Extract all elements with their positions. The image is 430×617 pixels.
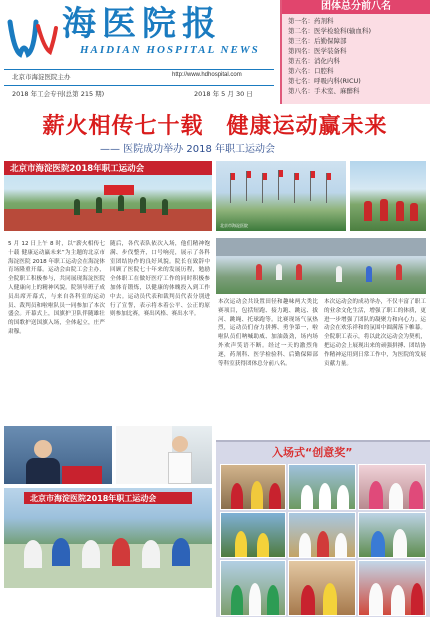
publish-date: 2018 年 5 月 30 日 — [194, 90, 253, 98]
sponsor-line: 北京市海淀医院主办 — [12, 73, 71, 81]
flag — [327, 173, 331, 180]
hospital-logo-icon — [6, 14, 58, 58]
photo-speaker — [4, 426, 112, 484]
masthead-divider — [4, 85, 274, 86]
participant-figure — [267, 585, 279, 616]
banner-text: 北京市海淀医院2018年职工运动会 — [10, 164, 145, 174]
award-photo — [358, 560, 426, 616]
participant-figure — [410, 203, 418, 221]
newspaper-title: 海医院报 — [62, 4, 222, 44]
flag — [263, 173, 267, 180]
participant-figure — [319, 483, 331, 510]
participant-figure — [276, 264, 282, 280]
ranking-item: 第二名：医学检验科(输血科) — [288, 27, 372, 35]
participant-figure — [82, 540, 100, 568]
marcher-figure — [140, 197, 146, 213]
flag — [311, 171, 315, 178]
participant-figure — [296, 264, 302, 280]
photo-red-team — [350, 161, 426, 231]
marcher-figure — [74, 199, 80, 215]
participant-figure — [249, 583, 261, 616]
participant-figure — [323, 583, 337, 616]
participant-figure — [231, 585, 243, 616]
award-photo — [358, 512, 426, 558]
ranking-item: 第四名：医学装备科 — [288, 47, 347, 55]
speaker-head — [34, 440, 52, 458]
participant-figure — [301, 585, 315, 616]
participant-figure — [172, 538, 190, 566]
marcher-figure — [96, 197, 102, 213]
website-link[interactable]: http://www.hdhospital.com — [172, 72, 242, 78]
participant-figure — [142, 540, 160, 568]
participant-figure — [256, 264, 262, 280]
participant-figure — [336, 266, 342, 282]
team-ranking-box — [280, 0, 430, 104]
masthead-divider — [4, 69, 274, 70]
participant-figure — [257, 533, 269, 558]
flag — [279, 170, 283, 177]
ranking-item: 第七名：呼吸内科(RICU) — [288, 77, 361, 85]
podium — [62, 466, 102, 484]
ranking-item: 第五名：消化内科 — [288, 57, 340, 65]
speaker-body — [26, 458, 60, 484]
ranking-item: 第八名：手术室、麻醉科 — [288, 87, 360, 95]
banner-text: 北京市海淀医院2018年职工运动会 — [30, 494, 157, 503]
participant-figure — [369, 481, 383, 510]
participant-figure — [396, 201, 404, 221]
participant-figure — [231, 483, 243, 510]
article-column-2: 随后，各代表队依次入场，他们精神饱满、步伐整齐，口号响亮，展示了各科室团结协作的良好风貌。院长在致辞中回顾了医院七十年来的发展历程，勉励全体职工在做好医疗工作的同时积极参加体育锻炼，以健康的体魄投入到工作中去。运动员代表和裁判员代表分别进行了宣誓，表示将本着公平、公正的原则参加比赛，赛出风格、赛出水平。 — [110, 241, 210, 318]
grandstand — [216, 238, 426, 256]
photo-torch-runner — [116, 426, 212, 484]
creative-award-panel — [216, 440, 430, 617]
award-photo — [220, 512, 286, 558]
ranking-item: 第六名：口腔科 — [288, 67, 334, 75]
runner-head — [172, 436, 188, 452]
sub-headline: —— 医院成功举办 2018 年职工运动会 — [100, 144, 275, 155]
newspaper-title-english: HAIDIAN HOSPITAL NEWS — [80, 44, 260, 56]
track-field — [4, 209, 212, 231]
article-column-1: 5 月 12 日上午 8 时，以“薪火相传七十载 健康运动赢未来”为主题的北京市海淀医院 2018 年职工运动会在海淀体育场隆重开幕。运动会由院工会主办，全院职工积极参与，共同展现海淀医院人健康向上的精神风貌。院领导班子成员出席开幕式，与来自各科室的运动员、裁判员和啦啦队员一同参加了本次盛会。开幕式上，国旗护卫队伴随雄壮的国歌护送国旗入场，全体起立，庄严肃穆。 — [8, 241, 105, 335]
award-photo — [288, 464, 356, 510]
participant-figure — [335, 533, 347, 558]
photo-group-banner — [4, 488, 212, 588]
award-photo — [220, 560, 286, 616]
masthead — [0, 0, 278, 104]
flag — [247, 171, 251, 178]
award-photo — [288, 560, 356, 616]
photo-caption: 北京市海淀医院 — [220, 223, 248, 228]
runner-body — [168, 452, 192, 484]
ranking-list — [282, 14, 430, 96]
participant-figure — [52, 538, 70, 566]
main-headline: 薪火相传七十载 健康运动赢未来 — [42, 113, 388, 139]
participant-figure — [269, 483, 281, 510]
participant-figure — [24, 540, 42, 568]
flag — [295, 173, 299, 180]
participant-figure — [391, 585, 405, 616]
participant-figure — [112, 538, 130, 566]
participant-figure — [337, 485, 349, 510]
award-photo — [220, 464, 286, 510]
event-board — [116, 426, 172, 484]
participant-figure — [235, 531, 247, 558]
award-title: 入场式“创意奖” — [272, 446, 353, 459]
participant-figure — [251, 481, 263, 510]
participant-figure — [369, 583, 383, 616]
participant-figure — [393, 529, 407, 558]
participant-figure — [409, 481, 423, 510]
article-column-4: 本次运动会的成功举办，不仅丰富了职工的业余文化生活，增强了职工的体质，更进一步增强了团队的凝聚力和向心力。运动会在欢乐祥和的氛围中圆满落下帷幕。全院职工表示，将以此次运动会为契机，把运动会上展现出来的顽强拼搏、团结协作精神运用到日常工作中，为医院的发展贡献力量。 — [324, 299, 426, 367]
national-flag — [104, 185, 134, 195]
photo-stadium-ceremony — [216, 238, 426, 294]
participant-figure — [411, 583, 423, 616]
participant-figure — [389, 483, 403, 510]
article-column-3: 本次运动会共设置田径和趣味两大类比赛项目，包括短跑、接力跑、跳远、拔河、跳绳、托球跑等。比赛现场气氛热烈，运动员们奋力拼搏、勇争第一，啦啦队员们呐喊助威、加油鼓劲，场内场外欢声笑语不断。经过一天的激烈角逐，药剂科、医学检验科、后勤保障部等科室获得团体总分前八名。 — [218, 299, 318, 367]
marcher-figure — [118, 195, 124, 211]
participant-figure — [299, 533, 311, 558]
award-photo — [288, 512, 356, 558]
participant-figure — [301, 485, 313, 510]
photo-flag-guard — [4, 161, 212, 231]
ranking-item: 第三名：后勤保障部 — [288, 37, 347, 45]
ranking-item: 第一名：药剂科 — [288, 17, 334, 25]
participant-figure — [366, 266, 372, 282]
participant-figure — [371, 531, 385, 558]
photo-flag-parade — [216, 161, 346, 231]
award-photo — [358, 464, 426, 510]
participant-figure — [380, 199, 388, 221]
flag — [231, 173, 235, 180]
marcher-figure — [162, 199, 168, 215]
participant-figure — [317, 531, 329, 558]
participant-figure — [364, 201, 372, 221]
ranking-title: 团体总分前八名 — [282, 0, 430, 14]
participant-figure — [396, 264, 402, 280]
issue-number: 2018 年工会专刊(总第 215 期) — [12, 90, 105, 98]
